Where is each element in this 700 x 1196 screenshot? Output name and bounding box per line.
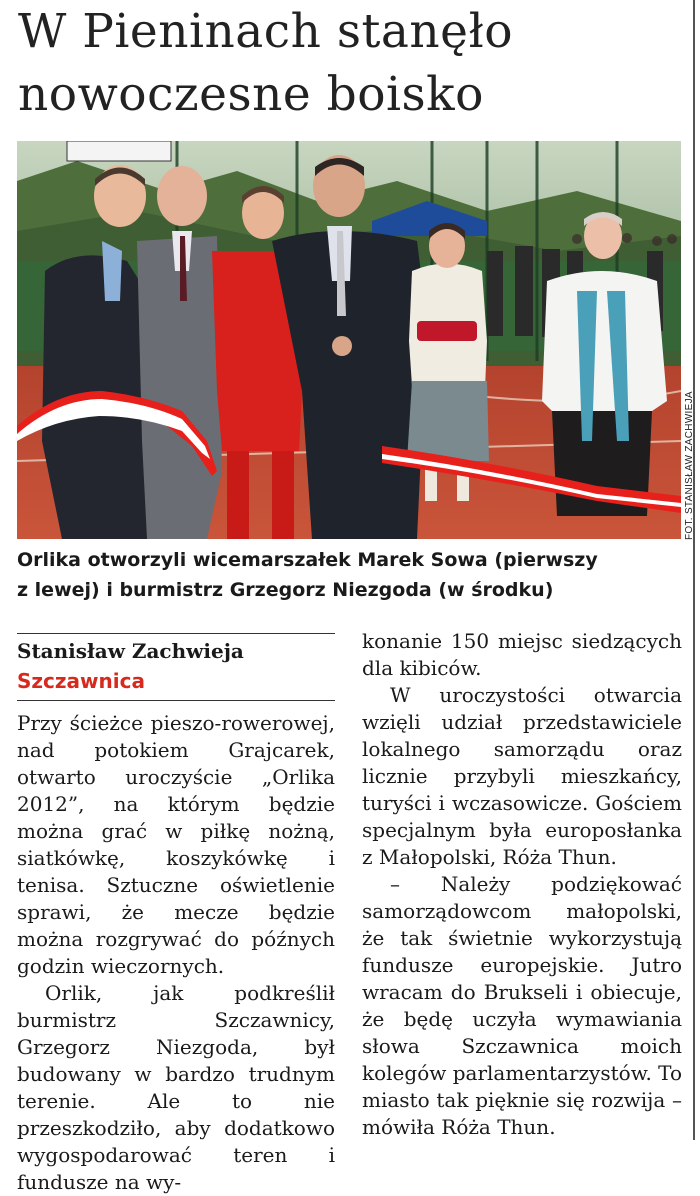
headline-line-1: W Pieninach stanęło <box>18 4 513 59</box>
caption-line-1: Orlika otworzyli wicemarszałek Marek Sowa (pierwszy <box>17 549 598 571</box>
dateline-location: Szczawnica <box>17 669 145 693</box>
article-column-left <box>17 710 335 1196</box>
photo-caption <box>17 545 682 605</box>
headline <box>18 0 688 126</box>
article-column-right <box>362 628 682 1141</box>
photo-credit: FOT. STANISŁAW ZACHWIEJA <box>684 391 695 540</box>
page-edge-rule <box>693 0 695 1140</box>
byline-bottom-rule <box>17 700 335 701</box>
article-paragraph: konanie 150 miejsc siedzących dla kibiców. <box>362 629 682 680</box>
byline <box>17 633 335 701</box>
article-paragraph: Orlik, jak podkreślił burmistrz Szczawnicy, Grzegorz Niezgoda, był budowany w bardzo trudnym terenie. Ale to nie przeszkodziło, aby dodatkowo wygospodarować teren i fundusze na wy- <box>17 981 335 1194</box>
article-paragraph: Przy ścieżce pieszo-rowerowej, nad potokiem Grajcarek, otwarto uroczyście „Orlika 2012”, na którym będzie można grać w piłkę nożną, siatkówkę, koszykówkę i tenisa. Sztuczne oświetlenie sprawi, że mecze będzie można rozgrywać do późnych godzin wieczornych. <box>17 711 335 978</box>
caption-line-2: z lewej) i burmistrz Grzegorz Niezgoda (w środku) <box>17 579 554 601</box>
headline-line-2: nowoczesne boisko <box>18 67 484 122</box>
article-paragraph: – Należy podziękować samorządowcom małopolski, że tak świetnie wykorzystują fundusze europejskie. Jutro wracam do Brukseli i obiecuje, że będę uczyła wymawiania słowa Szczawnica moich kolegów parlamentarzystów. To miasto tak pięknie się rozwija – mówiła Róża Thun. <box>362 872 682 1139</box>
ribbon-cutting-photo <box>17 141 681 539</box>
author-name: Stanisław Zachwieja <box>17 639 244 663</box>
article-paragraph: W uroczystości otwarcia wzięli udział przedstawiciele lokalnego samorządu oraz licznie przybyli mieszkańcy, turyści i wczasowicze. Gościem specjalnym była europosłanka z Małopolski, Róża Thun. <box>362 683 682 869</box>
